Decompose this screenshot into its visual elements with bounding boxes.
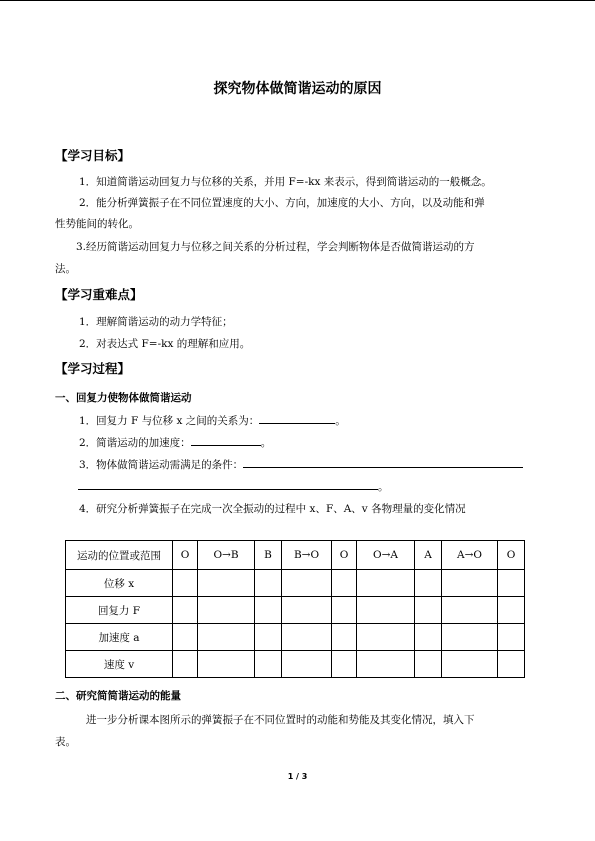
answer-cell[interactable] xyxy=(198,597,255,624)
goals-heading: 【学习目标】 xyxy=(55,148,131,163)
row-label: 回复力 F xyxy=(66,597,173,624)
table-header-row xyxy=(66,541,525,570)
table-header-cell: O xyxy=(498,541,525,570)
answer-cell[interactable] xyxy=(357,597,415,624)
answer-cell[interactable] xyxy=(282,570,332,597)
table-header-cell: O→A xyxy=(357,541,415,570)
table-row xyxy=(66,624,525,651)
answer-cell[interactable] xyxy=(198,624,255,651)
answer-cell[interactable] xyxy=(357,651,415,678)
answer-cell[interactable] xyxy=(255,651,282,678)
variation-table xyxy=(65,540,525,678)
answer-cell[interactable] xyxy=(442,651,498,678)
table-header-cell: O xyxy=(173,541,198,570)
answer-cell[interactable] xyxy=(498,570,525,597)
question-2-text: 2．简谐运动的加速度： xyxy=(79,437,191,449)
table-header-cell: A xyxy=(415,541,442,570)
table-header-cell: O→B xyxy=(198,541,255,570)
table-header-cell: 运动的位置或范围 xyxy=(66,541,173,570)
question-3-end: 。 xyxy=(378,481,389,493)
question-1-text: 1．回复力 F 与位移 x 之间的关系为： xyxy=(79,415,260,427)
answer-cell[interactable] xyxy=(415,651,442,678)
keypoint-item-2: 2．对表达式 F=-kx 的理解和应用。 xyxy=(79,338,251,350)
goal-item-2-line-1: 2．能分析弹簧振子在不同位置速度的大小、方向，加速度的大小、方向，以及动能和弹 xyxy=(79,197,485,209)
answer-cell[interactable] xyxy=(255,597,282,624)
question-3-text: 3．物体做简谐运动需满足的条件： xyxy=(79,459,244,471)
question-3-cont xyxy=(78,477,568,498)
answer-cell[interactable] xyxy=(282,624,332,651)
row-label: 位移 x xyxy=(66,570,173,597)
answer-cell[interactable] xyxy=(357,570,415,597)
part2-text-line-2: 表。 xyxy=(55,736,76,748)
answer-cell[interactable] xyxy=(442,570,498,597)
answer-cell[interactable] xyxy=(173,597,198,624)
answer-cell[interactable] xyxy=(173,570,198,597)
row-label: 加速度 a xyxy=(66,624,173,651)
answer-cell[interactable] xyxy=(498,651,525,678)
table-row xyxy=(66,597,525,624)
answer-cell[interactable] xyxy=(415,570,442,597)
question-4: 4．研究分析弹簧振子在完成一次全振动的过程中 x、F、A、v 各物理量的变化情况 xyxy=(79,503,466,515)
answer-cell[interactable] xyxy=(255,570,282,597)
question-1-blank[interactable] xyxy=(259,411,335,424)
answer-cell[interactable] xyxy=(332,597,357,624)
question-3-blank-line-2[interactable] xyxy=(78,477,378,490)
page-number: 1 / 3 xyxy=(287,772,308,781)
answer-cell[interactable] xyxy=(498,597,525,624)
answer-cell[interactable] xyxy=(415,597,442,624)
answer-cell[interactable] xyxy=(198,651,255,678)
question-3-blank-line-1[interactable] xyxy=(243,455,523,468)
answer-cell[interactable] xyxy=(442,597,498,624)
table-header-cell: B→O xyxy=(282,541,332,570)
question-2 xyxy=(55,433,545,454)
answer-cell[interactable] xyxy=(415,624,442,651)
answer-cell[interactable] xyxy=(332,651,357,678)
answer-cell[interactable] xyxy=(282,651,332,678)
table-header-cell: B xyxy=(255,541,282,570)
part2-heading: 二、研究简简谐运动的能量 xyxy=(55,690,181,702)
top-rule xyxy=(0,0,595,1)
answer-cell[interactable] xyxy=(173,624,198,651)
part2-text-line-1: 进一步分析课本图所示的弹簧振子在不同位置时的动能和势能及其变化情况，填入下 xyxy=(86,714,475,726)
question-1 xyxy=(55,411,545,432)
answer-cell[interactable] xyxy=(255,624,282,651)
answer-cell[interactable] xyxy=(357,624,415,651)
table-header-cell: O xyxy=(332,541,357,570)
table-header-cell: A→O xyxy=(442,541,498,570)
table-row xyxy=(66,651,525,678)
row-label: 速度 v xyxy=(66,651,173,678)
answer-cell[interactable] xyxy=(198,570,255,597)
question-2-blank[interactable] xyxy=(191,433,261,446)
keypoint-item-1: 1．理解简谐运动的动力学特征； xyxy=(79,316,233,328)
goal-item-1: 1．知道简谐运动回复力与位移的关系，并用 F=-kx 来表示，得到简谐运动的一般概念。 xyxy=(79,176,492,188)
answer-cell[interactable] xyxy=(498,624,525,651)
answer-cell[interactable] xyxy=(442,624,498,651)
page-title: 探究物体做简谐运动的原因 xyxy=(213,81,382,97)
table-row xyxy=(66,570,525,597)
answer-cell[interactable] xyxy=(332,624,357,651)
part1-heading: 一、回复力使物体做简谐运动 xyxy=(55,392,192,404)
answer-cell[interactable] xyxy=(332,570,357,597)
goal-item-3-line-2: 法。 xyxy=(55,263,76,275)
question-1-end: 。 xyxy=(335,415,346,427)
process-heading: 【学习过程】 xyxy=(55,361,131,376)
goal-item-2-line-2: 性势能间的转化。 xyxy=(55,218,139,230)
question-3 xyxy=(55,455,545,476)
answer-cell[interactable] xyxy=(282,597,332,624)
question-2-end: 。 xyxy=(260,437,272,449)
goal-item-3-line-1: 3.经历简谐运动回复力与位移之间关系的分析过程，学会判断物体是否做简谐运动的方 xyxy=(76,241,475,253)
answer-cell[interactable] xyxy=(173,651,198,678)
keypoints-heading: 【学习重难点】 xyxy=(55,287,143,302)
